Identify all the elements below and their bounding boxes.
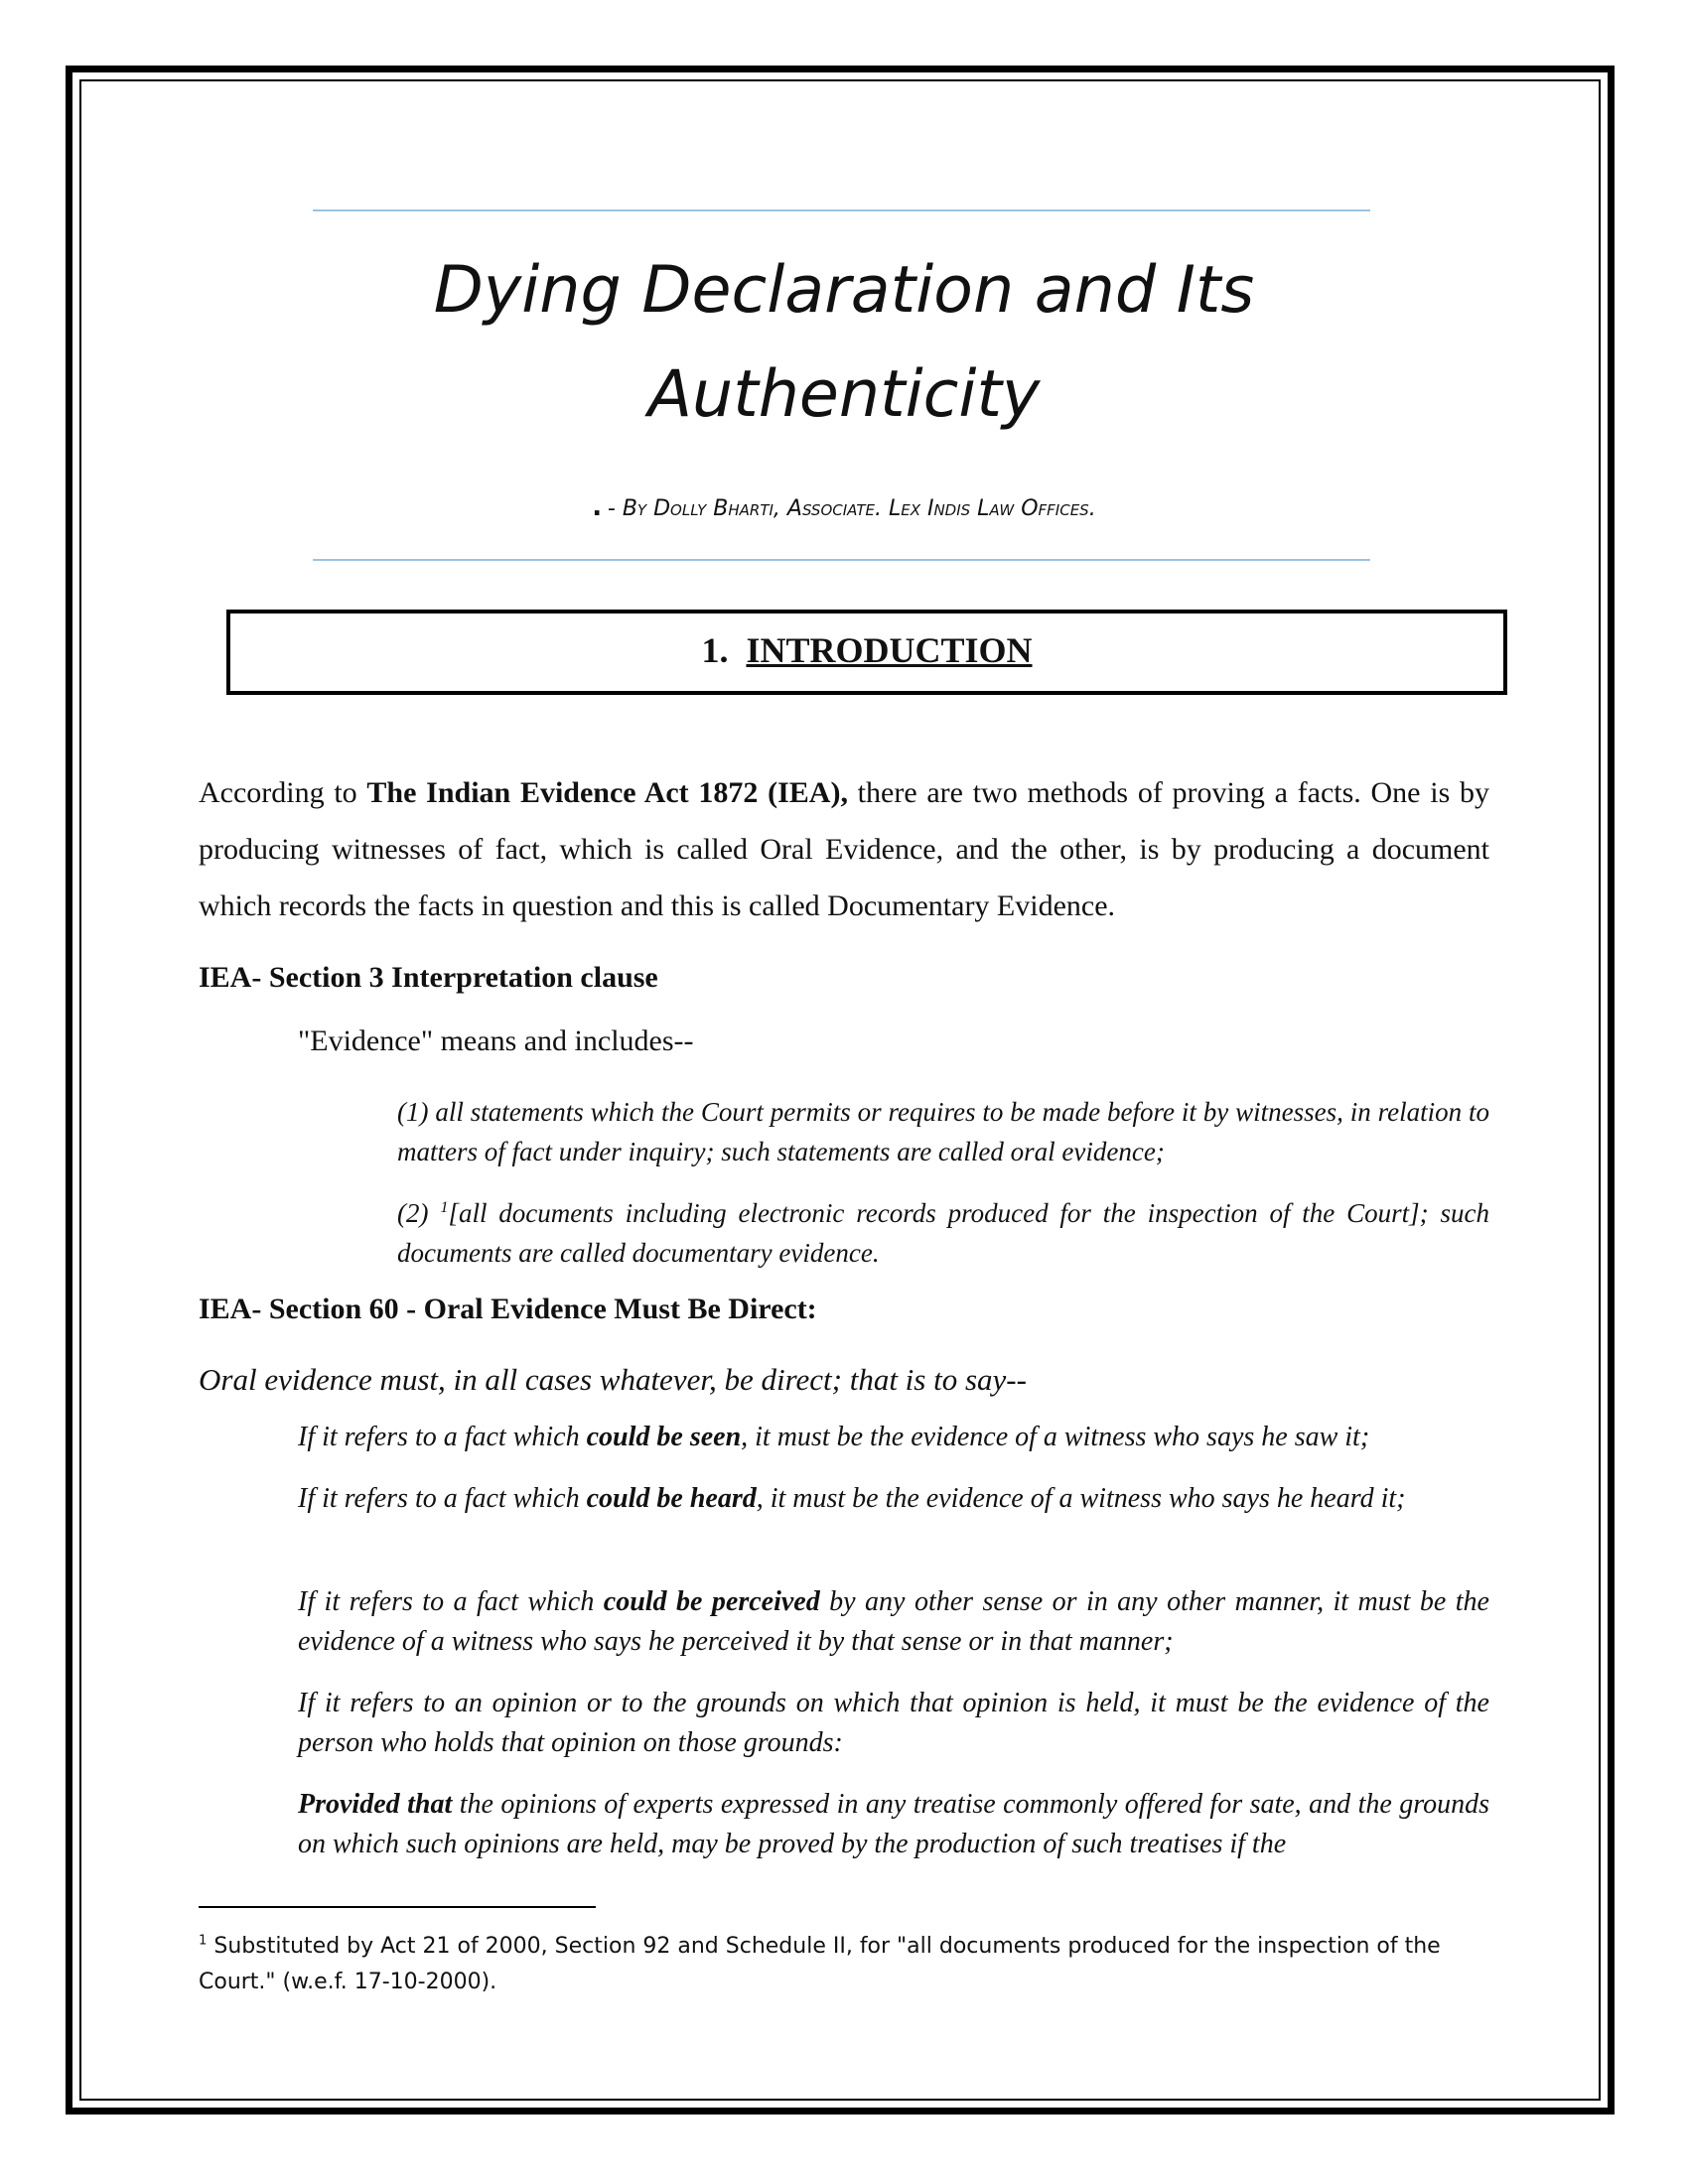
section-60-lead: Oral evidence must, in all cases whatever, be direct; that is to say-- (199, 1362, 1027, 1397)
rule-heard-bold: could be heard (586, 1483, 757, 1514)
section-3-heading: IEA- Section 3 Interpretation clause (199, 961, 658, 994)
rule-opinion: If it refers to an opinion or to the grounds on which that opinion is held, it must be the evidence of the person who holds that opinion on those grounds: (298, 1688, 1489, 1758)
intro-rest: there are two methods of proving a facts. One is by producing witnesses of fact, which is called Oral Evidence, and the other, is by producing a document which records the facts in question and this is called Documentary Evidence. (199, 776, 1489, 922)
title-line-1: Dying Declaration and Its (433, 253, 1255, 328)
intro-paragraph (199, 764, 1489, 934)
byline-dot: . (592, 492, 603, 522)
definition-item-2 (397, 1193, 1489, 1273)
author-byline (199, 492, 1489, 522)
byline-text: - By Dolly Bharti, Associate. Lex Indis Law Offices. (607, 496, 1096, 521)
item-2-text: [all documents including electronic records produced for the inspection of the Court]; such documents are called documentary evidence. (397, 1198, 1489, 1268)
rule-seen-bold: could be seen (586, 1422, 742, 1452)
rule-heard-pre: If it refers to a fact which (298, 1483, 587, 1514)
rule-perceived-post: by any other sense or in any other manner, it must be the evidence of a witness who says he perceived it by that sense or in that manner; (298, 1586, 1489, 1657)
footnote (199, 1929, 1489, 2000)
rule-perceived-pre: If it refers to a fact which (298, 1586, 604, 1617)
item-2-prefix: (2) (397, 1198, 441, 1228)
rule-heard (298, 1479, 1489, 1519)
title-bottom-rule (313, 559, 1370, 561)
evidence-definition: "Evidence" means and includes-- (298, 1024, 694, 1057)
title-line-2: Authenticity (647, 357, 1041, 432)
footnote-separator (199, 1906, 596, 1908)
section-label: INTRODUCTION (746, 630, 1033, 670)
rule-seen-pre: If it refers to a fact which (298, 1422, 587, 1452)
footnote-number: 1 (199, 1933, 208, 1949)
footnote-text: Substituted by Act 21 of 2000, Section 92 and Schedule II, for "all documents produced for the inspection of the Court." (w.e.f. 17-10-2000). (199, 1934, 1441, 1994)
rule-seen-post: , it must be the evidence of a witness who says he saw it; (741, 1422, 1370, 1452)
section-60-heading: IEA- Section 60 - Oral Evidence Must Be Direct: (199, 1293, 817, 1325)
rule-proviso (298, 1785, 1489, 1864)
section-heading-introduction (226, 610, 1507, 695)
intro-prefix: According to (199, 776, 367, 809)
title-top-rule (313, 209, 1370, 211)
act-name: The Indian Evidence Act 1872 (IEA), (366, 776, 848, 809)
rule-heard-post: , it must be the evidence of a witness who says he heard it; (756, 1483, 1406, 1514)
footnote-ref[interactable]: 1 (440, 1198, 449, 1216)
definition-item-1: (1) all statements which the Court permits or requires to be made before it by witnesses, in relation to matters of fact under inquiry; such statements are called oral evidence; (397, 1097, 1489, 1166)
proviso-text: the opinions of experts expressed in any treatise commonly offered for sate, and the grounds on which such opinions are held, may be proved by the production of such treatises if the (298, 1789, 1490, 1859)
rule-seen (298, 1418, 1489, 1457)
rule-perceived (298, 1582, 1489, 1662)
rule-perceived-bold: could be perceived (603, 1586, 820, 1617)
proviso-bold: Provided that (298, 1789, 453, 1820)
section-number: 1. (701, 630, 729, 670)
